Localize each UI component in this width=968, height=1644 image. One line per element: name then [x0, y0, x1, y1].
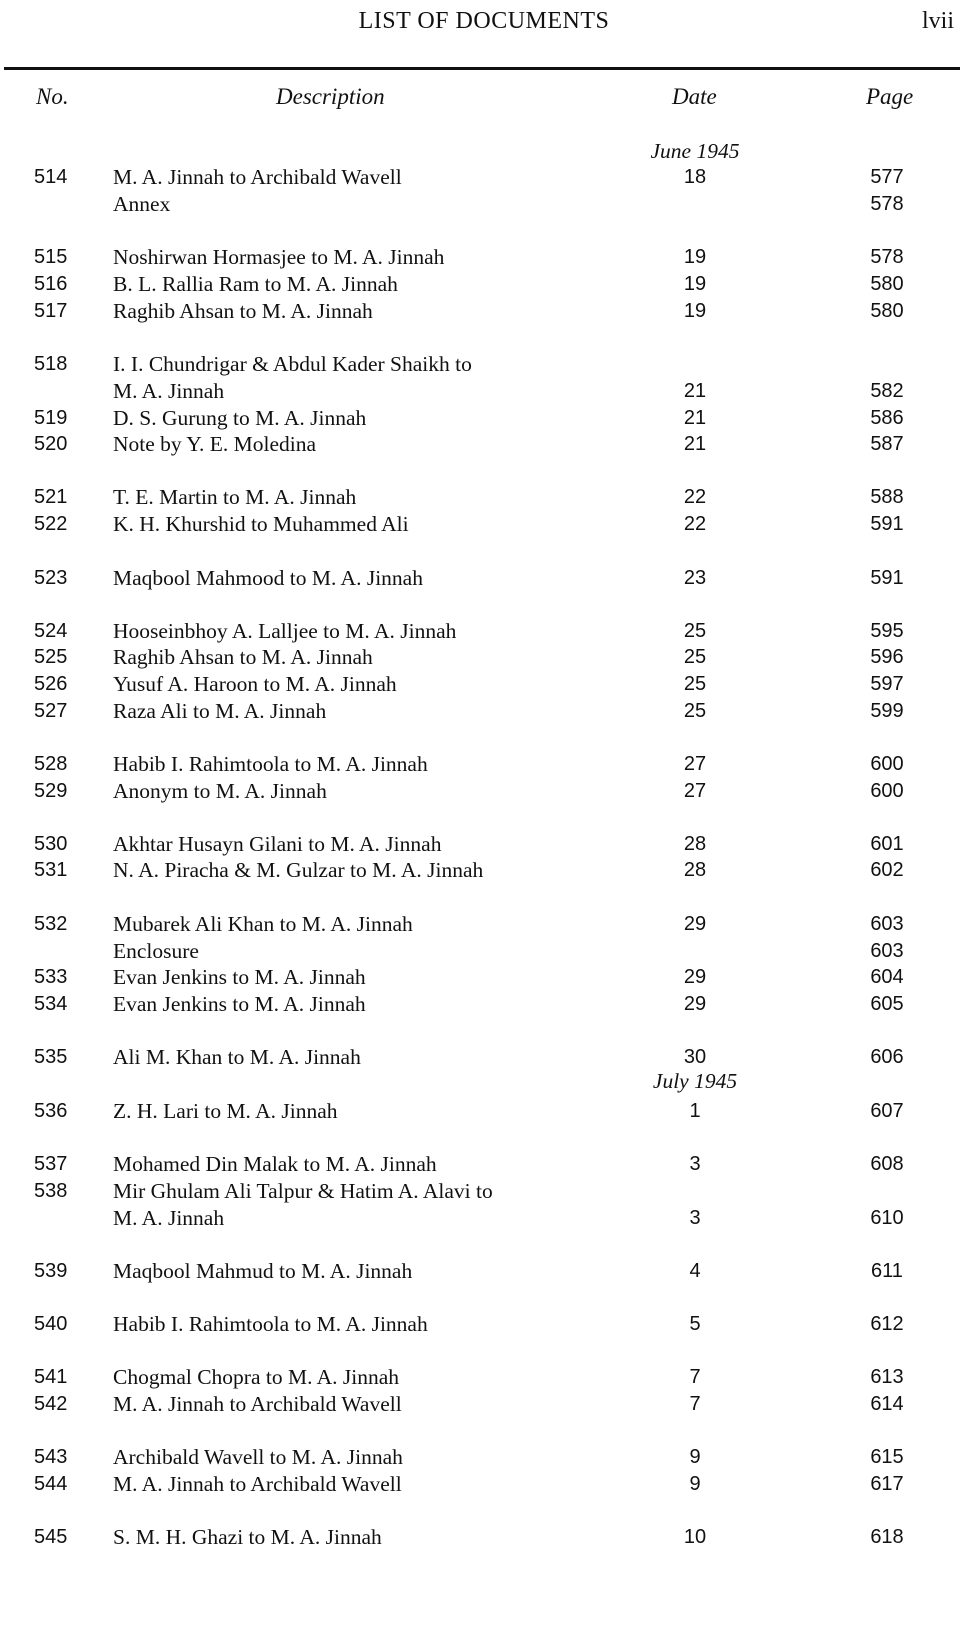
document-description: Maqbool Mahmud to M. A. Jinnah	[113, 1259, 413, 1283]
document-description: Evan Jenkins to M. A. Jinnah	[113, 965, 366, 989]
table-row	[0, 617, 968, 645]
document-number: 545	[34, 1526, 68, 1548]
document-description: Note by Y. E. Moledina	[113, 432, 317, 456]
document-date: 21	[683, 380, 707, 402]
document-number: 536	[34, 1100, 68, 1122]
document-number: 523	[34, 567, 68, 589]
table-row	[0, 777, 968, 805]
table-row	[0, 963, 968, 991]
document-number: 540	[34, 1313, 68, 1335]
table-row	[0, 350, 968, 378]
document-description: S. M. H. Ghazi to M. A. Jinnah	[113, 1525, 382, 1549]
document-page: 603	[870, 940, 904, 962]
document-description: Raghib Ahsan to M. A. Jinnah	[113, 299, 373, 323]
document-page: 586	[870, 407, 904, 429]
document-number: 539	[34, 1260, 68, 1282]
document-date: 4	[689, 1260, 701, 1282]
document-description: Z. H. Lari to M. A. Jinnah	[113, 1099, 338, 1123]
document-description: Archibald Wavell to M. A. Jinnah	[113, 1445, 403, 1469]
document-number: 527	[34, 700, 68, 722]
document-date: 9	[689, 1446, 701, 1468]
document-description: Habib I. Rahimtoola to M. A. Jinnah	[113, 752, 428, 776]
table-row	[0, 483, 968, 511]
document-page: 591	[870, 513, 904, 535]
table-row	[0, 856, 968, 884]
document-description: T. E. Martin to M. A. Jinnah	[113, 485, 357, 509]
document-date: 19	[683, 273, 707, 295]
table-row	[0, 830, 968, 858]
table-row	[0, 1097, 968, 1125]
document-date: 3	[689, 1207, 701, 1229]
document-page: 580	[870, 273, 904, 295]
page-title: LIST OF DOCUMENTS	[358, 8, 610, 34]
table-row	[0, 510, 968, 538]
document-date: 29	[683, 913, 707, 935]
document-page: 600	[870, 753, 904, 775]
table-row	[0, 1310, 968, 1338]
document-page: 587	[870, 433, 904, 455]
column-header-no: No.	[36, 84, 69, 109]
document-page: 610	[870, 1207, 904, 1229]
document-description: Akhtar Husayn Gilani to M. A. Jinnah	[113, 832, 442, 856]
document-description: M. A. Jinnah	[113, 379, 225, 403]
document-description: Mir Ghulam Ali Talpur & Hatim A. Alavi to	[113, 1179, 493, 1203]
page-number: lvii	[921, 8, 954, 34]
column-header-page: Page	[866, 84, 914, 109]
document-page: 582	[870, 380, 904, 402]
document-date: 1	[689, 1100, 701, 1122]
document-number: 530	[34, 833, 68, 855]
table-row	[0, 1443, 968, 1471]
table-row	[0, 1470, 968, 1498]
document-description: Anonym to M. A. Jinnah	[113, 779, 327, 803]
document-page: 588	[870, 486, 904, 508]
document-page: 601	[870, 833, 904, 855]
table-row	[0, 270, 968, 298]
table-row	[0, 937, 968, 965]
document-page: 606	[870, 1046, 904, 1068]
document-description: M. A. Jinnah to Archibald Wavell	[113, 1472, 402, 1496]
document-number: 519	[34, 407, 68, 429]
document-number: 537	[34, 1153, 68, 1175]
document-number: 525	[34, 646, 68, 668]
document-description: Habib I. Rahimtoola to M. A. Jinnah	[113, 1312, 428, 1336]
document-page: 603	[870, 913, 904, 935]
document-number: 514	[34, 166, 68, 188]
table-row	[0, 1363, 968, 1391]
document-page: 605	[870, 993, 904, 1015]
document-date: 7	[689, 1366, 701, 1388]
document-description: Annex	[113, 192, 171, 216]
document-date: 27	[683, 753, 707, 775]
document-number: 529	[34, 780, 68, 802]
table-row	[0, 990, 968, 1018]
document-date: 28	[683, 833, 707, 855]
document-number: 535	[34, 1046, 68, 1068]
document-date: 22	[683, 513, 707, 535]
document-date: 18	[683, 166, 707, 188]
document-date: 19	[683, 300, 707, 322]
document-page: 607	[870, 1100, 904, 1122]
table-row	[0, 910, 968, 938]
document-description: Chogmal Chopra to M. A. Jinnah	[113, 1365, 400, 1389]
document-description: M. A. Jinnah to Archibald Wavell	[113, 165, 402, 189]
document-number: 521	[34, 486, 68, 508]
document-page: 577	[870, 166, 904, 188]
document-description: Enclosure	[113, 939, 199, 963]
document-number: 533	[34, 966, 68, 988]
document-description: Raza Ali to M. A. Jinnah	[113, 699, 327, 723]
document-description: I. I. Chundrigar & Abdul Kader Shaikh to	[113, 352, 472, 376]
document-page: 599	[870, 700, 904, 722]
document-page: 591	[870, 567, 904, 589]
document-description: K. H. Khurshid to Muhammed Ali	[113, 512, 409, 536]
document-page: 611	[871, 1260, 903, 1282]
document-number: 541	[34, 1366, 68, 1388]
table-row	[0, 1177, 968, 1205]
table-row	[0, 1204, 968, 1232]
document-page: 597	[870, 673, 904, 695]
document-number: 526	[34, 673, 68, 695]
document-page: 618	[870, 1526, 904, 1548]
document-page: 612	[870, 1313, 904, 1335]
document-description: Hooseinbhoy A. Lalljee to M. A. Jinnah	[113, 619, 457, 643]
document-description: M. A. Jinnah to Archibald Wavell	[113, 1392, 402, 1416]
document-date: 10	[683, 1526, 707, 1548]
table-row	[0, 1043, 968, 1071]
document-page: 580	[870, 300, 904, 322]
table-row	[0, 163, 968, 191]
document-date: 27	[683, 780, 707, 802]
month-label: July 1945	[652, 1069, 738, 1093]
document-description: Evan Jenkins to M. A. Jinnah	[113, 992, 366, 1016]
document-number: 528	[34, 753, 68, 775]
document-number: 543	[34, 1446, 68, 1468]
document-description: Mohamed Din Malak to M. A. Jinnah	[113, 1152, 437, 1176]
document-number: 544	[34, 1473, 68, 1495]
document-number: 518	[34, 353, 68, 375]
document-number: 534	[34, 993, 68, 1015]
document-date: 21	[683, 433, 707, 455]
document-number: 517	[34, 300, 68, 322]
table-row	[0, 750, 968, 778]
document-date: 23	[683, 567, 707, 589]
document-date: 29	[683, 993, 707, 1015]
document-date: 28	[683, 859, 707, 881]
table-row	[0, 430, 968, 458]
document-description: Noshirwan Hormasjee to M. A. Jinnah	[113, 245, 445, 269]
document-number: 520	[34, 433, 68, 455]
table-row	[0, 670, 968, 698]
document-description: Maqbool Mahmood to M. A. Jinnah	[113, 566, 423, 590]
table-row	[0, 377, 968, 405]
table-row	[0, 697, 968, 725]
document-page: 617	[870, 1473, 904, 1495]
document-page: 596	[870, 646, 904, 668]
document-page: 578	[870, 246, 904, 268]
month-label: June 1945	[650, 139, 740, 163]
column-header-description: Description	[276, 84, 385, 109]
document-number: 532	[34, 913, 68, 935]
document-date: 21	[683, 407, 707, 429]
document-page: 615	[870, 1446, 904, 1468]
document-date: 19	[683, 246, 707, 268]
document-date: 25	[683, 673, 707, 695]
document-page: 613	[870, 1366, 904, 1388]
table-row	[0, 564, 968, 592]
document-description: D. S. Gurung to M. A. Jinnah	[113, 406, 367, 430]
document-page: 604	[870, 966, 904, 988]
document-date: 30	[683, 1046, 707, 1068]
document-date: 25	[683, 646, 707, 668]
table-row	[0, 404, 968, 432]
document-number: 542	[34, 1393, 68, 1415]
table-row	[0, 1150, 968, 1178]
document-date: 3	[689, 1153, 701, 1175]
document-date: 9	[689, 1473, 701, 1495]
document-description: Mubarek Ali Khan to M. A. Jinnah	[113, 912, 413, 936]
column-header-date: Date	[672, 84, 717, 109]
document-page: 602	[870, 859, 904, 881]
document-number: 522	[34, 513, 68, 535]
table-row	[0, 243, 968, 271]
document-date: 25	[683, 620, 707, 642]
document-page: 614	[870, 1393, 904, 1415]
document-date: 7	[689, 1393, 701, 1415]
table-row	[0, 643, 968, 671]
document-number: 538	[34, 1180, 68, 1202]
document-date: 29	[683, 966, 707, 988]
document-number: 515	[34, 246, 68, 268]
table-row	[0, 1257, 968, 1285]
document-page: 600	[870, 780, 904, 802]
document-date: 5	[689, 1313, 701, 1335]
table-row	[0, 1523, 968, 1551]
document-description: Yusuf A. Haroon to M. A. Jinnah	[113, 672, 397, 696]
document-page: 578	[870, 193, 904, 215]
document-description: Ali M. Khan to M. A. Jinnah	[113, 1045, 361, 1069]
document-page: 595	[870, 620, 904, 642]
document-date: 25	[683, 700, 707, 722]
document-description: N. A. Piracha & M. Gulzar to M. A. Jinnah	[113, 858, 484, 882]
document-page: 608	[870, 1153, 904, 1175]
table-row	[0, 190, 968, 218]
table-row	[0, 1390, 968, 1418]
document-number: 516	[34, 273, 68, 295]
document-number: 531	[34, 859, 68, 881]
document-description: Raghib Ahsan to M. A. Jinnah	[113, 645, 373, 669]
table-row	[0, 297, 968, 325]
document-number: 524	[34, 620, 68, 642]
document-description: B. L. Rallia Ram to M. A. Jinnah	[113, 272, 398, 296]
document-description: M. A. Jinnah	[113, 1206, 225, 1230]
document-date: 22	[683, 486, 707, 508]
